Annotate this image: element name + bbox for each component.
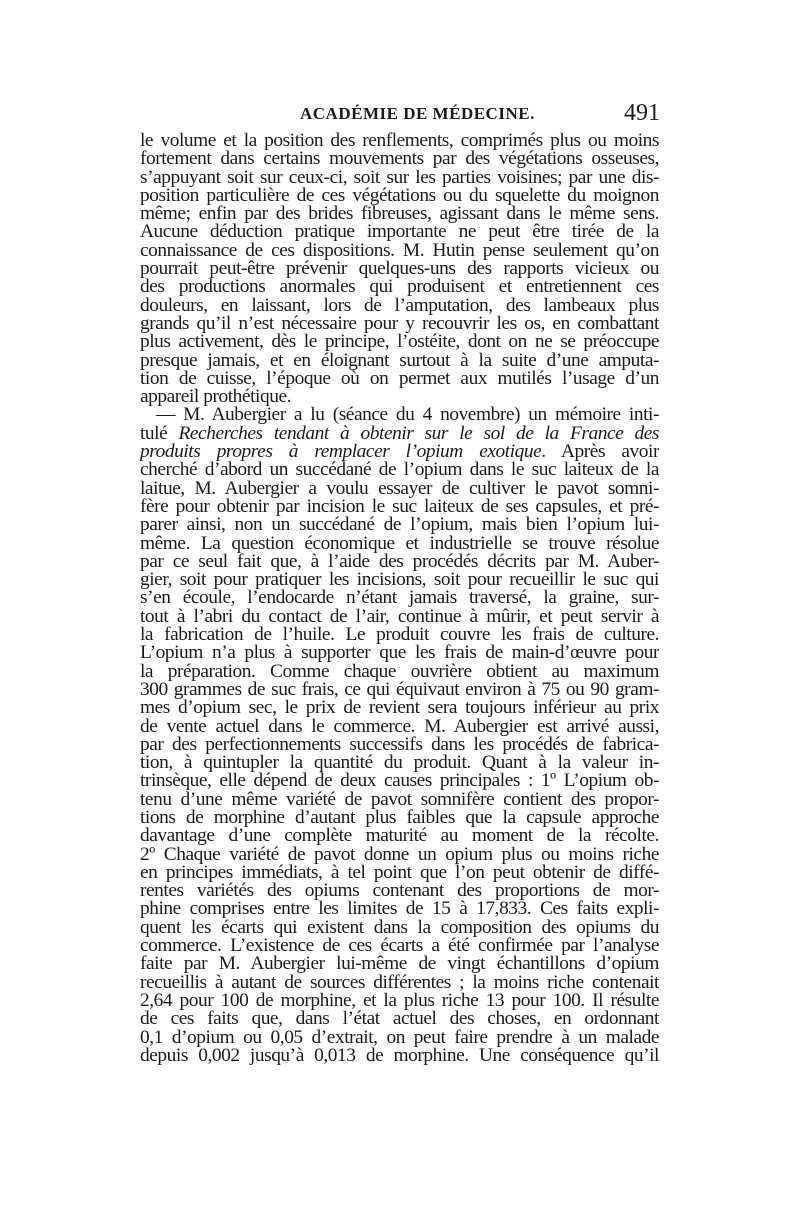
text-line: depuis 0,002 jusqu’à 0,013 de morphine. Une conséquence qu’il <box>140 1046 659 1066</box>
text-line: presque jamais, et en éloignant surtout à la suite d’une amputa- <box>140 351 659 370</box>
text-line: 2,64 pour 100 de morphine, et la plus riche 13 pour 100. Il résulte <box>140 991 659 1011</box>
text-line: de vente actuel dans le commerce. M. Aubergier est arrivé aussi, <box>140 717 659 736</box>
text-line: 0,1 d’opium ou 0,05 d’extrait, on peut faire prendre à un malade <box>140 1028 659 1047</box>
text-line: en principes immédiats, à tel point que l’on peut obtenir de diffé- <box>140 863 659 883</box>
text-line: parer ainsi, non un succédané de l’opium, mais bien l’opium lui- <box>140 516 659 535</box>
text-line: douleurs, en laissant, lors de l’amputation, des lambeaux plus <box>140 296 659 315</box>
text-segment: . Après avoir <box>541 443 659 462</box>
text-line: quent les écarts qui existent dans la composition des opiums du <box>140 918 659 938</box>
text-line: appareil prothétique. <box>140 388 291 407</box>
text-line: connaissance de ces dispositions. M. Hutin pense seulement qu’on <box>140 241 659 261</box>
page-header <box>140 100 660 128</box>
text-line: par ce seul fait que, à l’aide des procédés décrits par M. Auber- <box>140 552 659 572</box>
text-line: de ces faits que, dans l’état actuel des choses, en ordonnant <box>140 1010 659 1029</box>
text-line: par des perfectionnements successifs dans les procédés de fabrica- <box>140 735 659 755</box>
text-line: tion de cuisse, l’époque où on permet aux mutilés l’usage d’un <box>140 369 659 389</box>
text-line: cherché d’abord un succédané de l’opium dans le suc laiteux de la <box>140 461 659 480</box>
text-line: fère pour obtenir par incision le suc laiteux de ses capsules, et pré- <box>140 497 659 517</box>
text-line: phine comprises entre les limites de 15 à 17,833. Ces faits expli- <box>140 900 659 919</box>
text-line: davantage d’une complète maturité au moment de la récolte. <box>140 827 659 846</box>
body-text <box>140 132 659 1065</box>
text-line-mixed <box>140 425 659 443</box>
text-line: recueillis à autant de sources différentes ; la moins riche contenait <box>140 973 659 992</box>
text-line: gier, soit pour pratiquer les incisions, soit pour recueillir le suc qui <box>140 571 659 590</box>
text-line: plus activement, dès le principe, l’ostéite, dont on ne se préoccupe <box>140 333 659 352</box>
text-line: grands qu’il n’est nécessaire pour y recouvrir les os, en combattant <box>140 314 659 334</box>
text-line: des productions anormales qui produisent et entretiennent ces <box>140 278 659 297</box>
text-line: mes d’opium sec, le prix de revient sera toujours inférieur au prix <box>140 699 659 718</box>
text-line: Aucune déduction pratique importante ne peut être tirée de la <box>140 223 659 242</box>
text-line-mixed <box>140 443 659 461</box>
text-line: tion, à quintupler la quantité du produit. Quant à la valeur in- <box>140 754 659 773</box>
italic-title: Recherches tendant à obtenir sur le sol de la France des <box>178 424 659 444</box>
text-line: la fabrication de l’huile. Le produit couvre les frais de culture. <box>140 626 659 645</box>
text-line: tenu d’une même variété de pavot somnifère contient des propor- <box>140 790 659 809</box>
text-line: laitue, M. Aubergier a voulu essayer de cultiver le pavot somni- <box>140 479 659 498</box>
text-line: commerce. L’existence de ces écarts a été confirmée par l’analyse <box>140 937 659 956</box>
text-line: 300 grammes de suc frais, ce qui équivaut environ à 75 ou 90 gram- <box>140 680 659 700</box>
running-head: ACADÉMIE DE MÉDECINE. <box>300 104 535 123</box>
text-line: même; enfin par des brides fibreuses, agissant dans le même sens. <box>140 205 659 224</box>
text-line: s’appuyant soit sur ceux-ci, soit sur les parties voisines; par une dis- <box>140 168 659 187</box>
text-line: pourrait peut-être prévenir quelques-uns des rapports vicieux ou <box>140 260 659 279</box>
text-line: le volume et la position des renflements, comprimés plus ou moins <box>140 132 659 151</box>
text-line: fortement dans certains mouvements par des végétations osseuses, <box>140 150 659 169</box>
page-number: 491 <box>624 100 660 126</box>
text-line: position particulière de ces végétations ou du squelette du moignon <box>140 186 659 206</box>
text-line: même. La question économique et industrielle se trouve résolue <box>140 534 659 553</box>
text-line: tout à l’abri du contact de l’air, continue à mûrir, et peut servir à <box>140 607 659 627</box>
text-line: 2º Chaque variété de pavot donne un opium plus ou moins riche <box>140 845 659 864</box>
text-line: tions de morphine d’autant plus faibles que la capsule approche <box>140 808 659 828</box>
text-segment: tulé <box>140 424 168 444</box>
text-line: L’opium n’a plus à supporter que les frais de main-d’œuvre pour <box>140 644 659 663</box>
text-line: la préparation. Comme chaque ouvrière obtient au maximum <box>140 662 659 681</box>
text-line: faite par M. Aubergier lui-même de vingt échantillons d’opium <box>140 955 659 974</box>
text-line: rentes variétés des opiums contenant des proportions de mor- <box>140 882 659 901</box>
text-line: s’en écoule, l’endocarde n’étant jamais traversé, la graine, sur- <box>140 589 659 608</box>
italic-title: produits propres à remplacer l’opium exotique <box>140 443 542 462</box>
text-line: trinsèque, elle dépend de deux causes principales : 1º L’opium ob- <box>140 772 659 791</box>
text-line: — M. Aubergier a lu (séance du 4 novembre) un mémoire inti- <box>156 406 659 425</box>
